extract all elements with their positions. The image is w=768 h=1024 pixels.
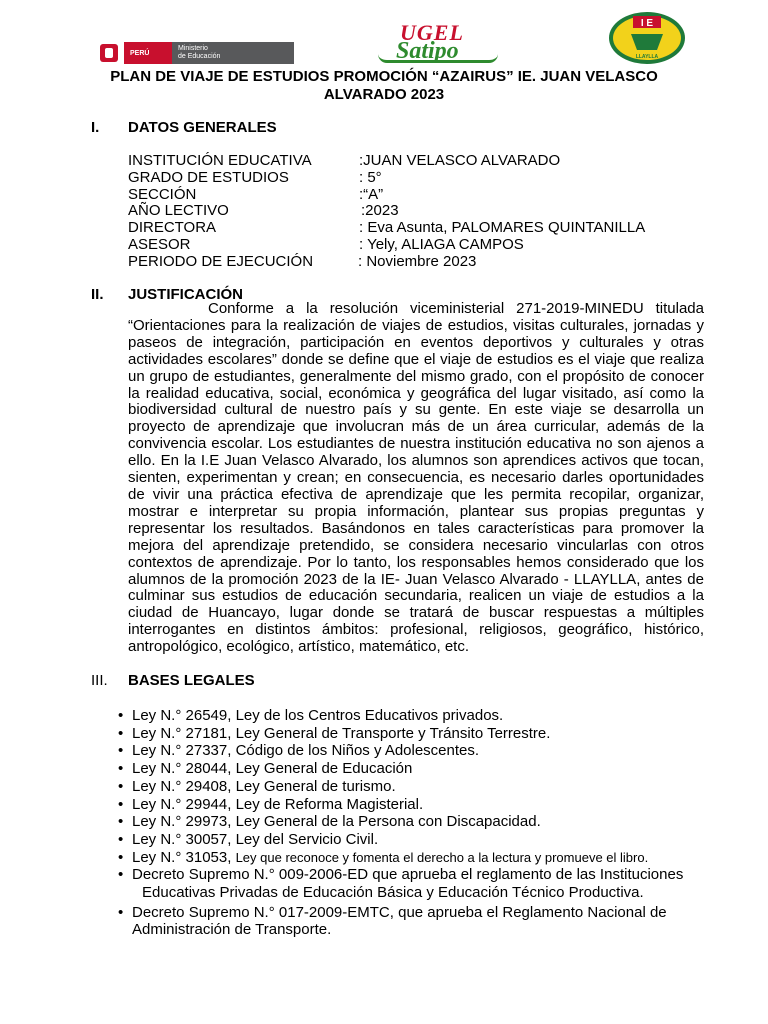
datos-value: :JUAN VELASCO ALVARADO [359,152,561,169]
datos-value: : 5° [359,169,382,186]
peru-shield-icon [94,42,124,64]
list-item: • Decreto Supremo N.° 017-2009-EMTC, que aprueba el Reglamento Nacional de Administración de Transporte. [118,904,706,939]
list-item: • Ley N.° 30057, Ley del Servicio Civil. [118,831,706,849]
justification-paragraph: Conforme a la resolución viceministerial 271-2019-MINEDU titulada “Orientaciones para la realización de viajes de estudios, visitas culturales, jornadas y paseos de integración, participación en eventos deportivos y culturales y otras actividades escolares” donde se define que el viaje de estudios es el viaje que realiza un grupo de estudiantes, generalmente del mismo grado, con el propósito de conocer la realidad educativa, social, económica y geográfica del lugar visitado, así como la biodiversidad cultural de nuestro país y su gente. En este viaje se desarrolla un proyecto de aprendizaje que involucran más de un área curricular, además de la convivencia escolar. Los estudiantes de nuestra institución educativa no son ajenos a ello. En la I.E Juan Velasco Alvarado, los alumnos son aprendices activos que tocan, sienten, experimentan y crean; en consecuencia, es necesario darles oportunidades de vivir una práctica efectiva de aprendizaje que les permita recopilar, organizar, mostrar e interpretar su propia información, plantear sus propias preguntas y representar los resultados. Basándonos en tales características para promover la mejora del aprendizaje pretendido, se considera necesario vincularlas con otros contextos de aprendizaje. Por lo tanto, los responsables hemos considerado que los alumnos de la promoción 2023 de la IE- Juan Velasco Alvarado - LLAYLLA, antes de culminar sus estudios de educación secundaria, realicen un viaje de estudios a la ciudad de Huancayo, lugar donde se tratará de buscar respuestas a múltiples interrogantes en distintos ámbitos: profesional, religiosos, geográfico, histórico, antropológico, ecológico, artístico, matemático, etc. [128,300,704,656]
list-item: • Ley N.° 31053, Ley que reconoce y fomenta el derecho a la lectura y promueve el libro. [118,849,706,867]
datos-label: PERIODO DE EJECUCIÓN [128,253,314,270]
datos-label: SECCIÓN [128,186,197,203]
datos-label: GRADO DE ESTUDIOS [128,169,289,186]
list-item: • Ley N.° 29408, Ley General de turismo. [118,778,706,796]
list-item: • Ley N.° 27181, Ley General de Transporte y Tránsito Terrestre. [118,725,706,743]
datos-label: ASESOR [128,236,191,253]
ie-llaylla-emblem-icon [607,10,687,66]
svg-text:LLAYLLA: LLAYLLA [635,54,659,60]
section-1-number: I. [91,119,100,136]
document-title-line1: PLAN DE VIAJE DE ESTUDIOS PROMOCIÓN “AZAIRUS” IE. JUAN VELASCO [110,68,658,85]
datos-value: : Yely, ALIAGA CAMPOS [359,236,524,253]
list-item: • Ley N.° 28044, Ley General de Educación [118,760,706,778]
list-item: • Ley N.° 29973, Ley General de la Persona con Discapacidad. [118,813,706,831]
datos-value: :2023 [361,202,399,219]
datos-value: : Eva Asunta, PALOMARES QUINTANILLA [359,219,646,236]
datos-label: DIRECTORA [128,219,217,236]
ugel-satipo-logo: UGEL Satipo [378,20,518,62]
svg-text:I E: I E [640,18,654,29]
peru-label: PERÚ [124,42,172,64]
list-item: • Ley N.° 27337, Código de los Niños y Adolescentes. [118,742,706,760]
list-item: • Decreto Supremo N.° 009-2006-ED que aprueba el reglamento de las Instituciones Educativas Privadas de Educación Básica y Educación Técnico Productiva. [118,866,706,901]
minedu-logo [94,42,294,64]
list-item: • Ley N.° 26549, Ley de los Centros Educativos privados. [118,707,706,725]
datos-value: :“A” [359,186,384,203]
legal-bases-list [118,707,706,939]
datos-label: AÑO LECTIVO [128,202,229,219]
list-item: • Ley N.° 29944, Ley de Reforma Magisterial. [118,796,706,814]
datos-value: : Noviembre 2023 [358,253,477,270]
document-title-line2: ALVARADO 2023 [323,86,445,103]
ministry-label: Ministerio de Educación [172,42,294,64]
section-3-number: III. [91,672,108,689]
section-3-title: BASES LEGALES [128,672,255,689]
ugel-swoosh-icon [378,54,498,63]
section-2-number: II. [91,286,104,303]
section-2-title: JUSTIFICACIÓN [128,286,244,303]
section-1-title: DATOS GENERALES [128,119,277,136]
datos-label: INSTITUCIÓN EDUCATIVA [128,152,312,169]
